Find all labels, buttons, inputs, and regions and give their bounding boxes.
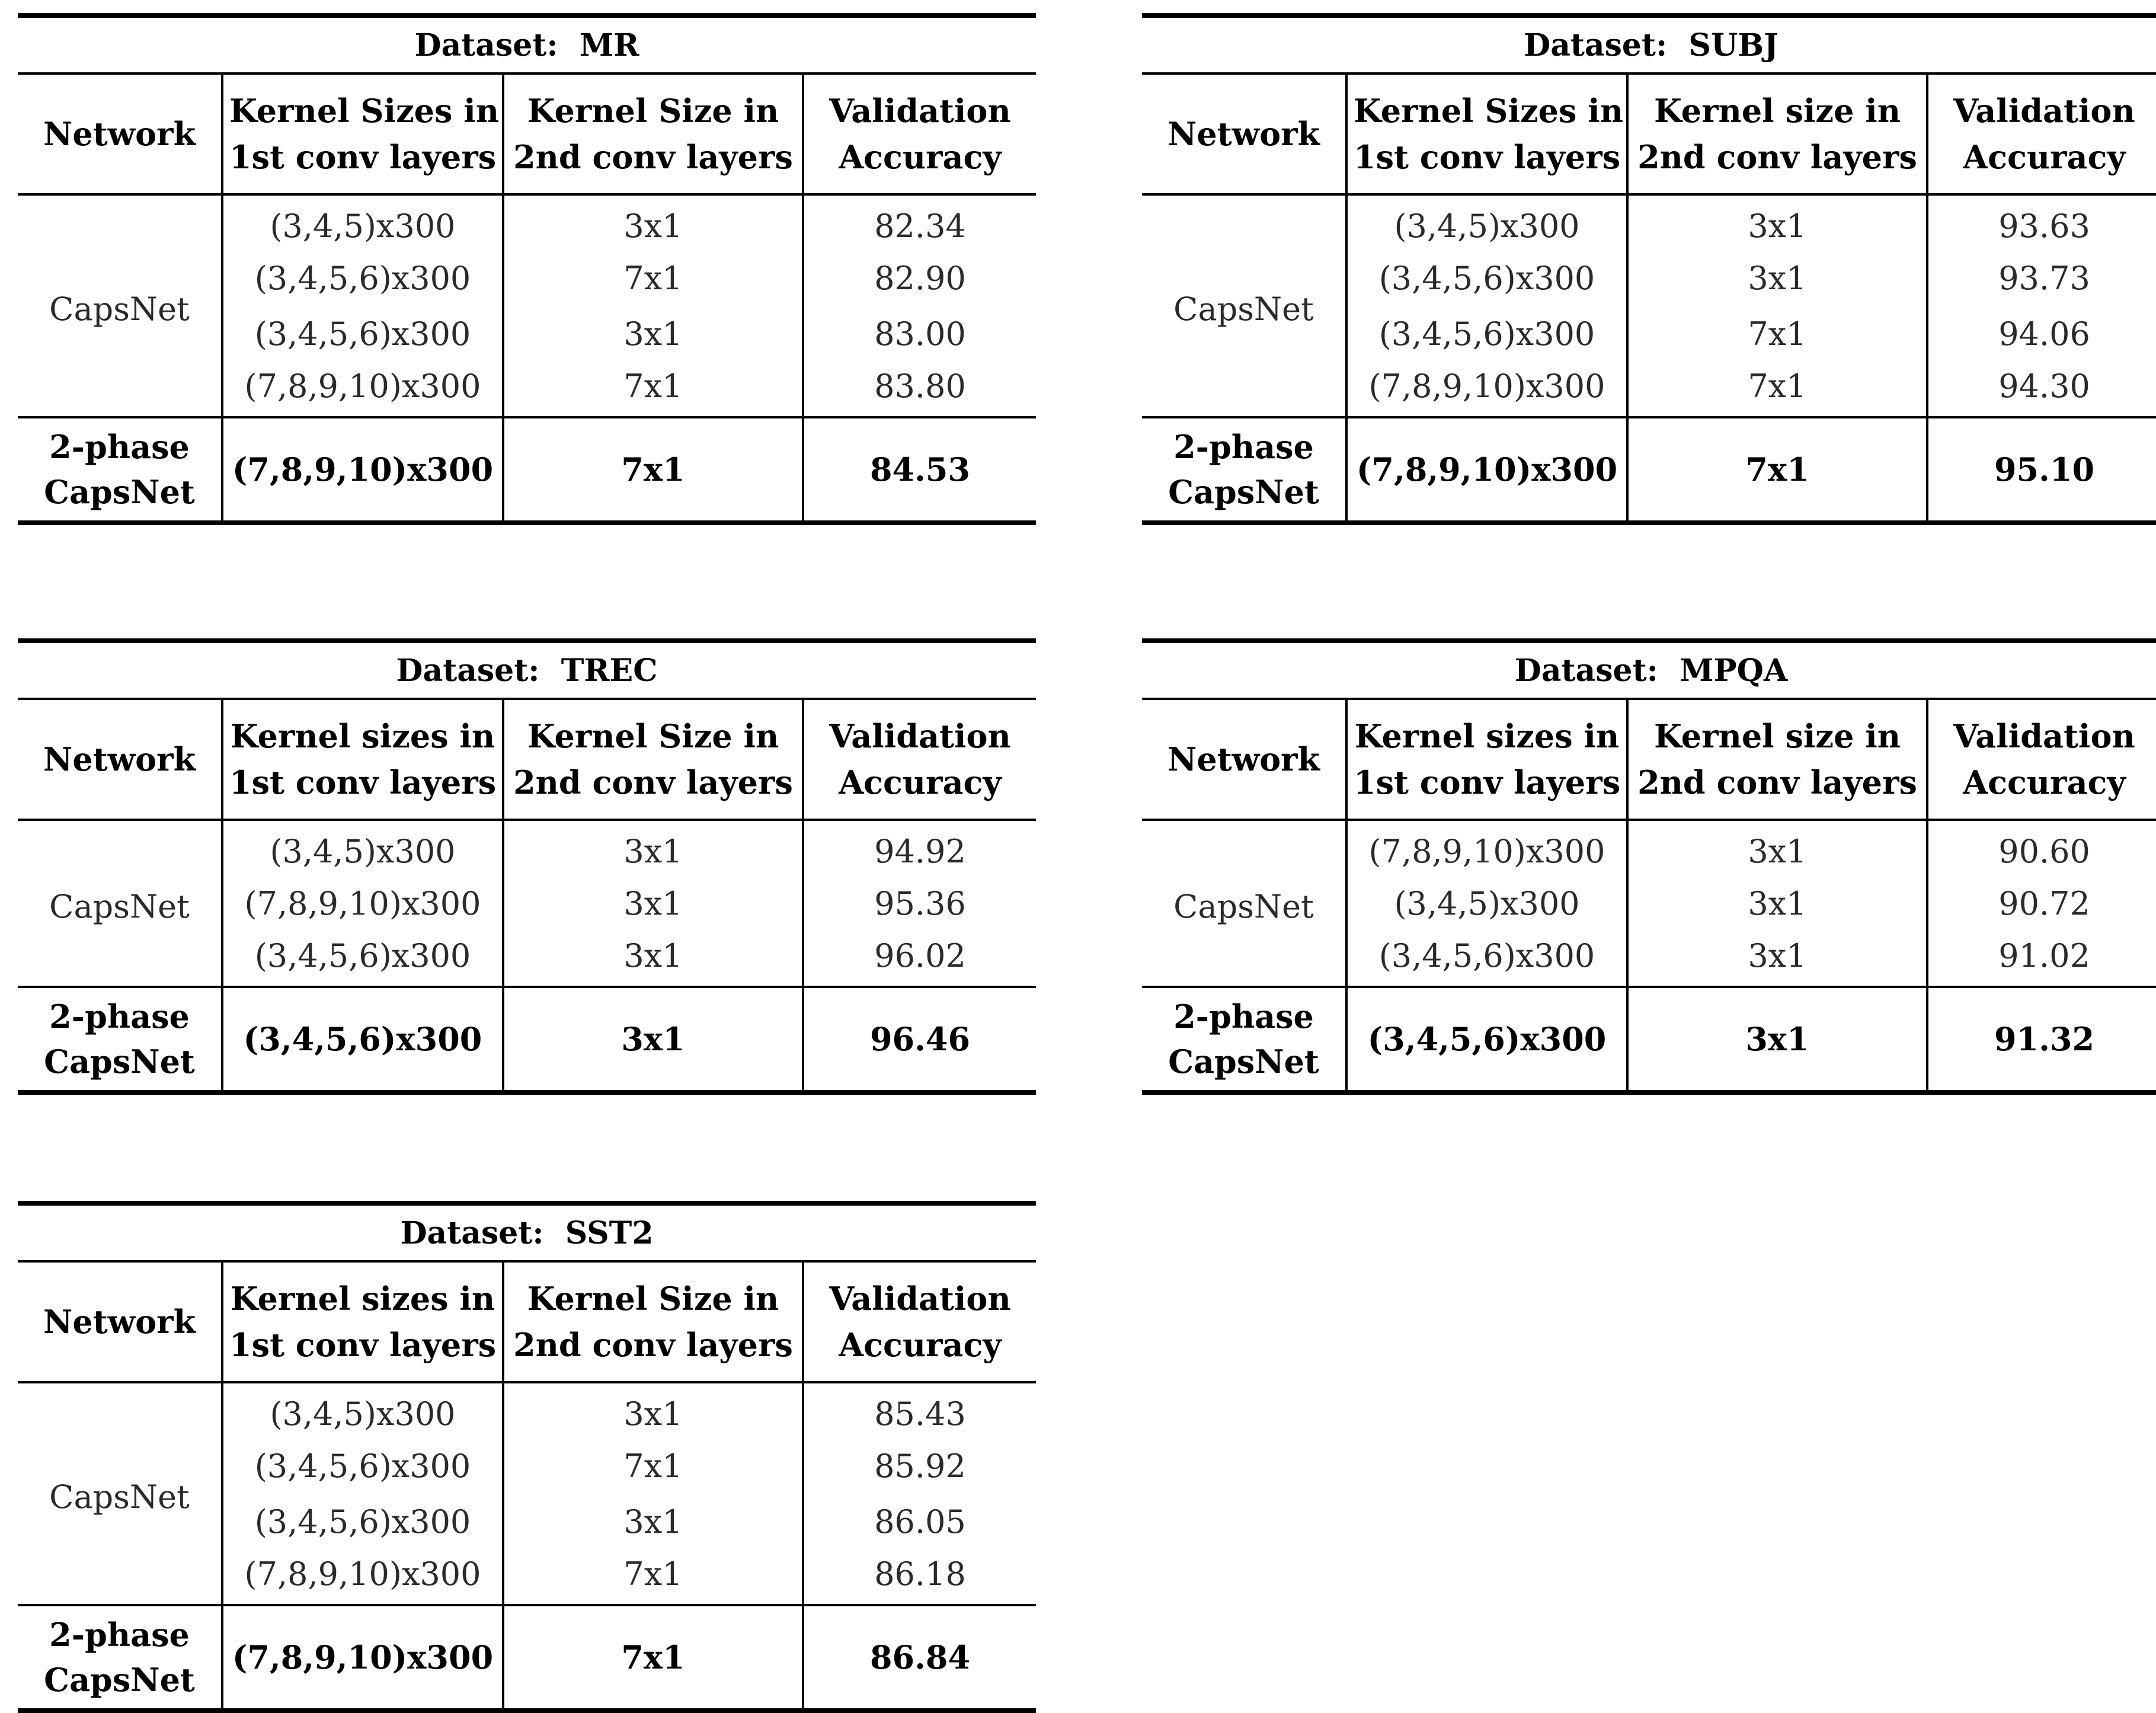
kernel-1st-cell: (3,4,5,6)x300 bbox=[1346, 987, 1627, 1092]
accuracy-cell: 82.90 bbox=[803, 250, 1036, 306]
network-label: CapsNet bbox=[1173, 290, 1314, 328]
kernel-2nd-cell: 3x1 bbox=[1627, 250, 1927, 306]
accuracy-cell: 93.63 bbox=[1927, 194, 2156, 250]
network-label-2phase: 2-phase CapsNet bbox=[1142, 987, 1346, 1092]
network-label: CapsNet bbox=[49, 290, 190, 328]
table-row bbox=[18, 820, 1036, 875]
header-network: Network bbox=[18, 73, 222, 194]
accuracy-cell: 82.34 bbox=[803, 194, 1036, 250]
accuracy-cell: 90.72 bbox=[1927, 875, 2156, 931]
table-title: Dataset: TREC bbox=[18, 641, 1036, 699]
accuracy-cell: 85.92 bbox=[803, 1438, 1036, 1494]
table-title: Dataset: SUBJ bbox=[1142, 15, 2156, 73]
table-row bbox=[18, 194, 1036, 250]
kernel-2nd-cell: 7x1 bbox=[1627, 417, 1927, 523]
kernel-2nd-cell: 3x1 bbox=[1627, 194, 1927, 250]
best-row bbox=[1142, 987, 2156, 1092]
network-label-2phase: 2-phase CapsNet bbox=[1142, 417, 1346, 523]
header-accuracy: Validation Accuracy bbox=[803, 699, 1036, 820]
table-title: Dataset: MR bbox=[18, 15, 1036, 73]
table-row bbox=[1142, 820, 2156, 875]
kernel-1st-cell: (7,8,9,10)x300 bbox=[222, 362, 503, 417]
network-label-2phase: 2-phase CapsNet bbox=[18, 987, 222, 1092]
accuracy-cell: 83.80 bbox=[803, 362, 1036, 417]
kernel-1st-cell: (7,8,9,10)x300 bbox=[222, 1549, 503, 1605]
network-label: CapsNet bbox=[49, 1478, 190, 1516]
header-kernel-1st: Kernel Sizes in 1st conv layers bbox=[1346, 73, 1627, 194]
kernel-1st-cell: (3,4,5,6)x300 bbox=[222, 931, 503, 987]
header-network: Network bbox=[18, 1261, 222, 1382]
kernel-2nd-cell: 7x1 bbox=[503, 1605, 803, 1711]
accuracy-cell: 95.10 bbox=[1927, 417, 2156, 523]
kernel-2nd-cell: 3x1 bbox=[1627, 987, 1927, 1092]
kernel-2nd-cell: 7x1 bbox=[503, 1549, 803, 1605]
results-table-subj bbox=[1142, 13, 2156, 525]
header-kernel-1st: Kernel Sizes in 1st conv layers bbox=[222, 73, 503, 194]
kernel-2nd-cell: 3x1 bbox=[1627, 931, 1927, 987]
best-row bbox=[18, 417, 1036, 523]
best-row bbox=[18, 987, 1036, 1092]
kernel-2nd-cell: 3x1 bbox=[503, 931, 803, 987]
accuracy-cell: 90.60 bbox=[1927, 820, 2156, 875]
kernel-2nd-cell: 3x1 bbox=[503, 1494, 803, 1549]
kernel-1st-cell: (7,8,9,10)x300 bbox=[1346, 362, 1627, 417]
best-row bbox=[18, 1605, 1036, 1711]
kernel-1st-cell: (3,4,5,6)x300 bbox=[1346, 931, 1627, 987]
kernel-1st-cell: (3,4,5,6)x300 bbox=[222, 306, 503, 362]
accuracy-cell: 94.92 bbox=[803, 820, 1036, 875]
kernel-2nd-cell: 3x1 bbox=[503, 1382, 803, 1438]
header-kernel-2nd: Kernel Size in 2nd conv layers bbox=[503, 73, 803, 194]
header-network: Network bbox=[1142, 73, 1346, 194]
table-row bbox=[18, 1382, 1036, 1438]
network-label-2phase: 2-phase CapsNet bbox=[18, 1605, 222, 1711]
network-label-2phase: 2-phase CapsNet bbox=[18, 417, 222, 523]
header-kernel-2nd: Kernel Size in 2nd conv layers bbox=[503, 1261, 803, 1382]
table-title: Dataset: MPQA bbox=[1142, 641, 2156, 699]
kernel-2nd-cell: 3x1 bbox=[503, 987, 803, 1092]
accuracy-cell: 85.43 bbox=[803, 1382, 1036, 1438]
accuracy-cell: 96.02 bbox=[803, 931, 1036, 987]
header-kernel-1st: Kernel sizes in 1st conv layers bbox=[1346, 699, 1627, 820]
kernel-1st-cell: (3,4,5)x300 bbox=[222, 820, 503, 875]
best-row bbox=[1142, 417, 2156, 523]
kernel-1st-cell: (3,4,5,6)x300 bbox=[222, 250, 503, 306]
kernel-1st-cell: (3,4,5)x300 bbox=[222, 194, 503, 250]
kernel-1st-cell: (3,4,5,6)x300 bbox=[1346, 250, 1627, 306]
accuracy-cell: 83.00 bbox=[803, 306, 1036, 362]
kernel-1st-cell: (3,4,5,6)x300 bbox=[222, 987, 503, 1092]
kernel-2nd-cell: 3x1 bbox=[503, 820, 803, 875]
header-kernel-2nd: Kernel size in 2nd conv layers bbox=[1627, 699, 1927, 820]
accuracy-cell: 96.46 bbox=[803, 987, 1036, 1092]
kernel-2nd-cell: 3x1 bbox=[1627, 820, 1927, 875]
header-network: Network bbox=[1142, 699, 1346, 820]
header-kernel-1st: Kernel sizes in 1st conv layers bbox=[222, 699, 503, 820]
results-table-mr bbox=[18, 13, 1036, 525]
accuracy-cell: 84.53 bbox=[803, 417, 1036, 523]
kernel-1st-cell: (7,8,9,10)x300 bbox=[1346, 820, 1627, 875]
kernel-2nd-cell: 7x1 bbox=[1627, 362, 1927, 417]
kernel-1st-cell: (7,8,9,10)x300 bbox=[222, 1605, 503, 1711]
kernel-2nd-cell: 3x1 bbox=[1627, 875, 1927, 931]
kernel-2nd-cell: 3x1 bbox=[503, 194, 803, 250]
header-accuracy: Validation Accuracy bbox=[803, 73, 1036, 194]
header-network: Network bbox=[18, 699, 222, 820]
network-label: CapsNet bbox=[49, 887, 190, 925]
accuracy-cell: 93.73 bbox=[1927, 250, 2156, 306]
results-table-mpqa bbox=[1142, 638, 2156, 1095]
kernel-1st-cell: (7,8,9,10)x300 bbox=[1346, 417, 1627, 523]
kernel-2nd-cell: 7x1 bbox=[1627, 306, 1927, 362]
header-kernel-1st: Kernel sizes in 1st conv layers bbox=[222, 1261, 503, 1382]
kernel-1st-cell: (3,4,5)x300 bbox=[1346, 194, 1627, 250]
kernel-1st-cell: (3,4,5)x300 bbox=[1346, 875, 1627, 931]
header-accuracy: Validation Accuracy bbox=[1927, 73, 2156, 194]
header-kernel-2nd: Kernel size in 2nd conv layers bbox=[1627, 73, 1927, 194]
kernel-2nd-cell: 7x1 bbox=[503, 417, 803, 523]
accuracy-cell: 86.84 bbox=[803, 1605, 1036, 1711]
header-kernel-2nd: Kernel Size in 2nd conv layers bbox=[503, 699, 803, 820]
kernel-1st-cell: (3,4,5,6)x300 bbox=[222, 1438, 503, 1494]
table-row bbox=[1142, 194, 2156, 250]
table-title: Dataset: SST2 bbox=[18, 1203, 1036, 1261]
header-accuracy: Validation Accuracy bbox=[803, 1261, 1036, 1382]
kernel-2nd-cell: 3x1 bbox=[503, 306, 803, 362]
network-label: CapsNet bbox=[1173, 887, 1314, 925]
accuracy-cell: 94.06 bbox=[1927, 306, 2156, 362]
accuracy-cell: 91.32 bbox=[1927, 987, 2156, 1092]
accuracy-cell: 86.05 bbox=[803, 1494, 1036, 1549]
kernel-2nd-cell: 7x1 bbox=[503, 362, 803, 417]
accuracy-cell: 91.02 bbox=[1927, 931, 2156, 987]
kernel-2nd-cell: 7x1 bbox=[503, 250, 803, 306]
results-table-trec bbox=[18, 638, 1036, 1095]
accuracy-cell: 95.36 bbox=[803, 875, 1036, 931]
kernel-1st-cell: (3,4,5)x300 bbox=[222, 1382, 503, 1438]
kernel-2nd-cell: 3x1 bbox=[503, 875, 803, 931]
kernel-2nd-cell: 7x1 bbox=[503, 1438, 803, 1494]
accuracy-cell: 86.18 bbox=[803, 1549, 1036, 1605]
kernel-1st-cell: (3,4,5,6)x300 bbox=[1346, 306, 1627, 362]
kernel-1st-cell: (3,4,5,6)x300 bbox=[222, 1494, 503, 1549]
accuracy-cell: 94.30 bbox=[1927, 362, 2156, 417]
results-table-sst2 bbox=[18, 1201, 1036, 1713]
kernel-1st-cell: (7,8,9,10)x300 bbox=[222, 417, 503, 523]
kernel-1st-cell: (7,8,9,10)x300 bbox=[222, 875, 503, 931]
header-accuracy: Validation Accuracy bbox=[1927, 699, 2156, 820]
